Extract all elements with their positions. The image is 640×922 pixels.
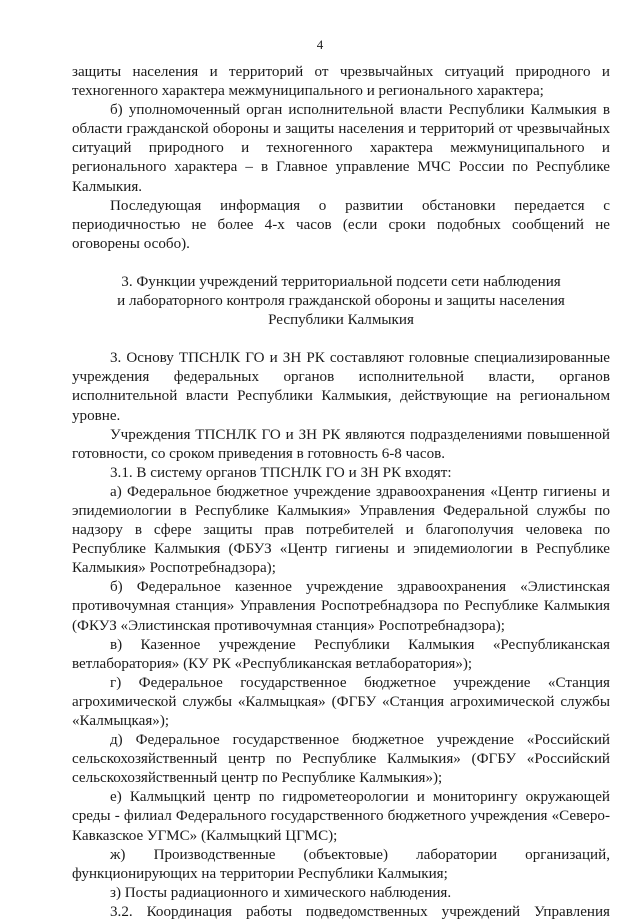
paragraph: б) уполномоченный орган исполнительной власти Республики Калмыкия в области гражданской обороны и защиты населения и территорий от чрезвычайных ситуаций природного и техногенного характера межмуниципального и регионального характера – в Главное управление МЧС России по Республике Калмыкия. [72, 102, 610, 195]
paragraph: защиты населения и территорий от чрезвычайных ситуаций природного и техногенного характера межмуниципального и регионального характера; [72, 64, 610, 100]
list-item: ж) Производственные (объектовые) лаборатории организаций, функционирующих на территории Республики Калмыкия; [72, 846, 610, 882]
section-heading-line: Республики Калмыкия [268, 312, 414, 329]
document-body [72, 63, 610, 922]
list-item: е) Калмыцкий центр по гидрометеорологии и мониторингу окружающей среды - филиал Федерального государственного бюджетного учреждения «Северо-Кавказское УГМС» (Калмыцкий ЦГМС); [72, 789, 610, 844]
paragraph: 3. Основу ТПСНЛК ГО и ЗН РК составляют головные специализированные учреждения федеральных органов исполнительной власти, органов исполнительной власти Республики Калмыкия, действующие на региональном уровне. [72, 350, 610, 424]
paragraph: 3.2. Координация работы подведомственных учреждений Управления [110, 903, 610, 920]
list-item: а) Федеральное бюджетное учреждение здравоохранения «Центр гигиены и эпидемиологии в Республике Калмыкия» Управления Федеральной службы по надзору в сфере защиты прав потребителей и благополучия человека по Республике Калмыкия (ФБУЗ «Центр гигиены и эпидемиологии в Республике Калмыкия» Роспотребнадзора); [72, 483, 610, 577]
page-number: 4 [316, 37, 324, 52]
list-item: д) Федеральное государственное бюджетное учреждение «Российский сельскохозяйственный центр по Республике Калмыкия» (ФГБУ «Российский сельскохозяйственный центр по Республике Калмыкия»); [72, 732, 610, 787]
list-item: г) Федеральное государственное бюджетное учреждение «Станция агрохимической службы «Калмыцкая» (ФГБУ «Станция агрохимической службы «Калмыцкая»); [72, 674, 610, 729]
paragraph: 3.1. В систему органов ТПСНЛК ГО и ЗН РК входят: [110, 464, 452, 481]
paragraph: Последующая информация о развитии обстановки передается с периодичностью не более 4-х часов (если сроки подобных сообщений не оговорены особо). [72, 197, 610, 252]
list-item: б) Федеральное казенное учреждение здравоохранения «Элистинская противочумная станция» Управления Роспотребнадзора по Республике Калмыкия (ФКУЗ «Элистинская противочумная станция» Роспотребнадзора); [72, 579, 610, 634]
list-item: з) Посты радиационного и химического наблюдения. [110, 884, 452, 901]
list-item: в) Казенное учреждение Республики Калмыкия «Республиканская ветлаборатория» (КУ РК «Республиканская ветлаборатория»); [72, 636, 610, 672]
paragraph: Учреждения ТПСНЛК ГО и ЗН РК являются подразделениями повышенной готовности, со сроком приведения в готовность 6-8 часов. [72, 426, 610, 462]
section-heading-line: 3. Функции учреждений территориальной подсети сети наблюдения [121, 273, 561, 290]
section-heading-line: и лабораторного контроля гражданской обороны и защиты населения [117, 293, 565, 310]
section-heading [72, 273, 610, 330]
